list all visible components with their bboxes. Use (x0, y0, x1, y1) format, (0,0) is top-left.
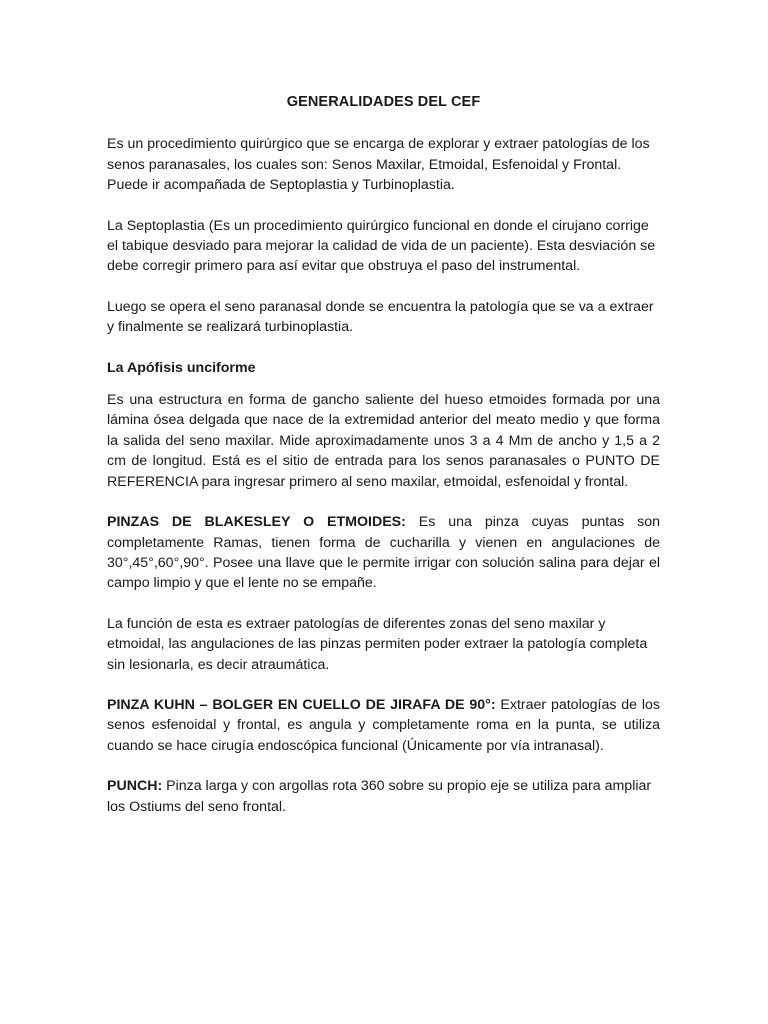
document-body (107, 92, 660, 837)
pinza-kuhn-label: PINZA KUHN – BOLGER EN CUELLO DE JIRAFA DE 90°: (107, 696, 496, 713)
seno-paranasal-paragraph: Luego se opera el seno paranasal donde se encuentra la patología que se va a extraer y finalmente se realizará turbinoplastia. (107, 298, 654, 336)
pinzas-blakesley-label: PINZAS DE BLAKESLEY O ETMOIDES: (107, 514, 406, 531)
intro-paragraph: Es un procedimiento quirúrgico que se encarga de explorar y extraer patologías de los senos paranasales, los cuales son: Senos Maxilar, Etmoidal, Esfenoidal y Frontal. Puede ir acompañada de Septoplastia y Turbinoplastia. (107, 136, 650, 194)
apofisis-paragraph: Es una estructura en forma de gancho saliente del hueso etmoides formada por una lámina ósea delgada que nace de la extremidad anterior del meato medio y que forma la salida del seno maxilar. Mide aproximadamente unos 3 a 4 Mm de ancho y 1,5 a 2 cm de longitud. Está es el sitio de entrada para los senos paranasales o PUNTO DE REFERENCIA para ingresar primero al seno maxilar, etmoidal, esfenoidal y frontal. (107, 392, 660, 490)
document-title: GENERALIDADES DEL CEF (286, 94, 481, 110)
apofisis-subheading: La Apófisis unciforme (107, 359, 256, 376)
septoplastia-paragraph: La Septoplastia (Es un procedimiento quirúrgico funcional en donde el cirujano corrige el tabique desviado para mejorar la calidad de vida de un paciente). Esta desviación se debe corregir primero para así evitar que obstruya el paso del instrumental. (107, 217, 656, 275)
pinzas-blakesley-paragraph (107, 512, 660, 594)
pinza-kuhn-text: Extraer patologías de los senos esfenoidal y frontal, es angula y completamente roma en la punta, se utiliza cuando se hace cirugía endoscópica funcional (Únicamente por vía intranasal). (107, 696, 660, 754)
funcion-paragraph: La función de esta es extraer patologías de diferentes zonas del seno maxilar y etmoidal, las angulaciones de las pinzas permiten poder extraer la patología completa sin lesionarla, es decir atraumática. (107, 615, 648, 673)
punch-label: PUNCH: (107, 778, 163, 795)
punch-paragraph (107, 776, 660, 817)
pinzas-blakesley-text: Es una pinza cuyas puntas son completamente Ramas, tienen forma de cucharilla y vienen en angulaciones de 30°,45°,60°,90°. Posee una llave que le permite irrigar con solución salina para dejar el campo limpio y que el lente no se empañe. (107, 514, 660, 592)
punch-text: Pinza larga y con argollas rota 360 sobre su propio eje se utiliza para ampliar los Ostiums del seno frontal. (107, 778, 652, 815)
pinza-kuhn-paragraph (107, 695, 660, 756)
